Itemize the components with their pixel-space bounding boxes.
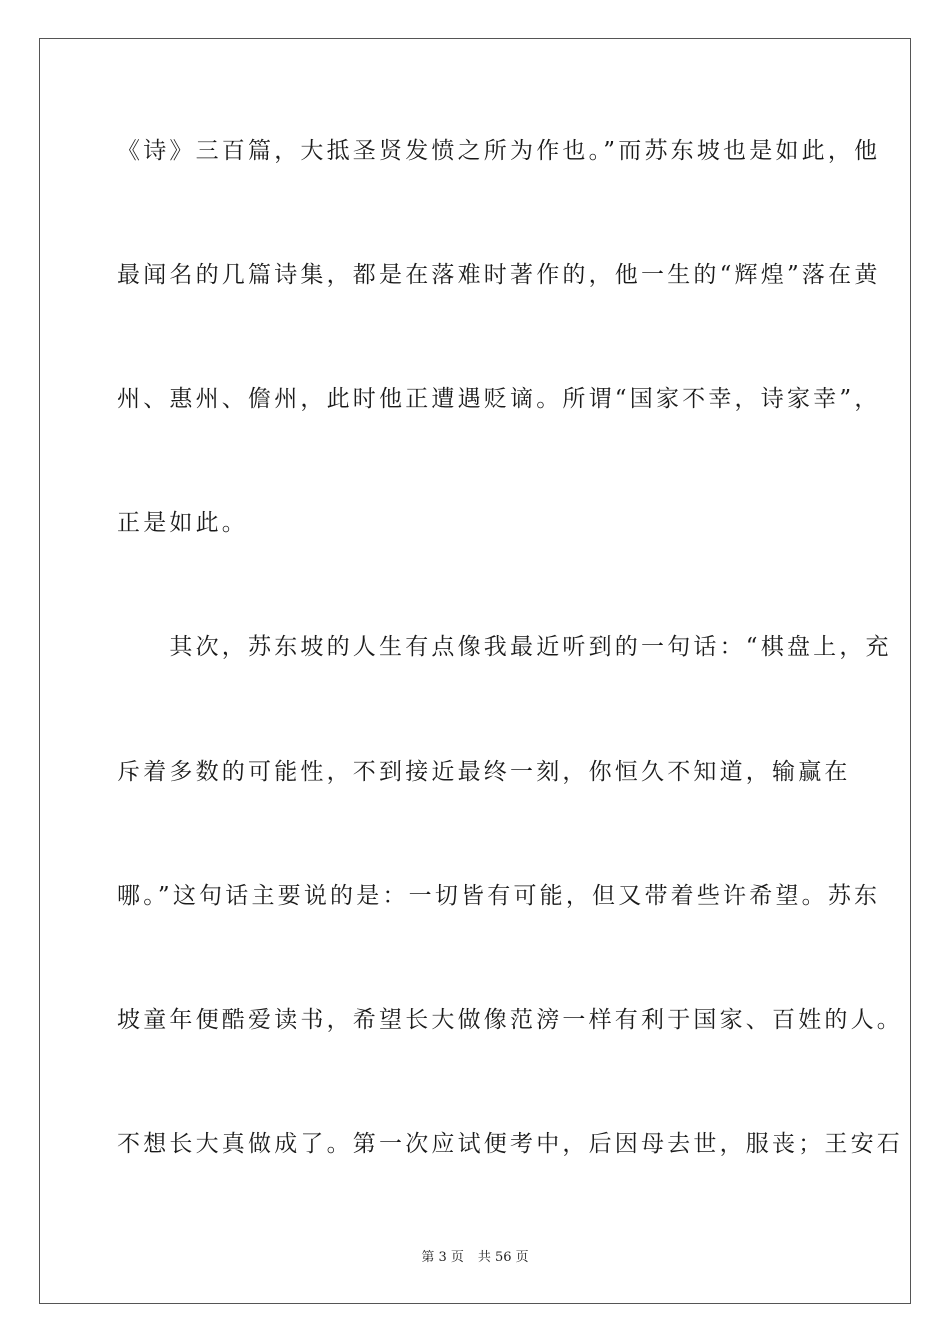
body-text-line: 斥着多数的可能性，不到接近最终一刻，你恒久不知道，输赢在 xyxy=(117,759,851,785)
page-number: 第 3 页 xyxy=(421,1250,464,1265)
body-text-line: 最闻名的几篇诗集，都是在落难时著作的，他一生的“辉煌”落在黄 xyxy=(117,262,881,288)
page-footer xyxy=(0,1250,950,1266)
body-text-line: 不想长大真做成了。第一次应试便考中，后因母去世，服丧；王安石 xyxy=(117,1131,903,1157)
body-text-line: 哪。”这句话主要说的是：一切皆有可能，但又带着些许希望。苏东 xyxy=(117,883,881,909)
total-pages: 共 56 页 xyxy=(477,1250,529,1265)
page-border xyxy=(39,38,911,1304)
body-text-line: 其次，苏东坡的人生有点像我最近听到的一句话：“棋盘上，充 xyxy=(117,634,892,660)
body-text-line: 坡童年便酷爱读书，希望长大做像范滂一样有利于国家、百姓的人。 xyxy=(117,1007,903,1033)
body-text-line: 《诗》三百篇，大抵圣贤发愤之所为作也。”而苏东坡也是如此，他 xyxy=(117,138,881,164)
body-text-line: 正是如此。 xyxy=(117,510,248,536)
body-text-line: 州、惠州、儋州，此时他正遭遇贬谪。所谓“国家不幸，诗家幸”， xyxy=(117,386,881,412)
